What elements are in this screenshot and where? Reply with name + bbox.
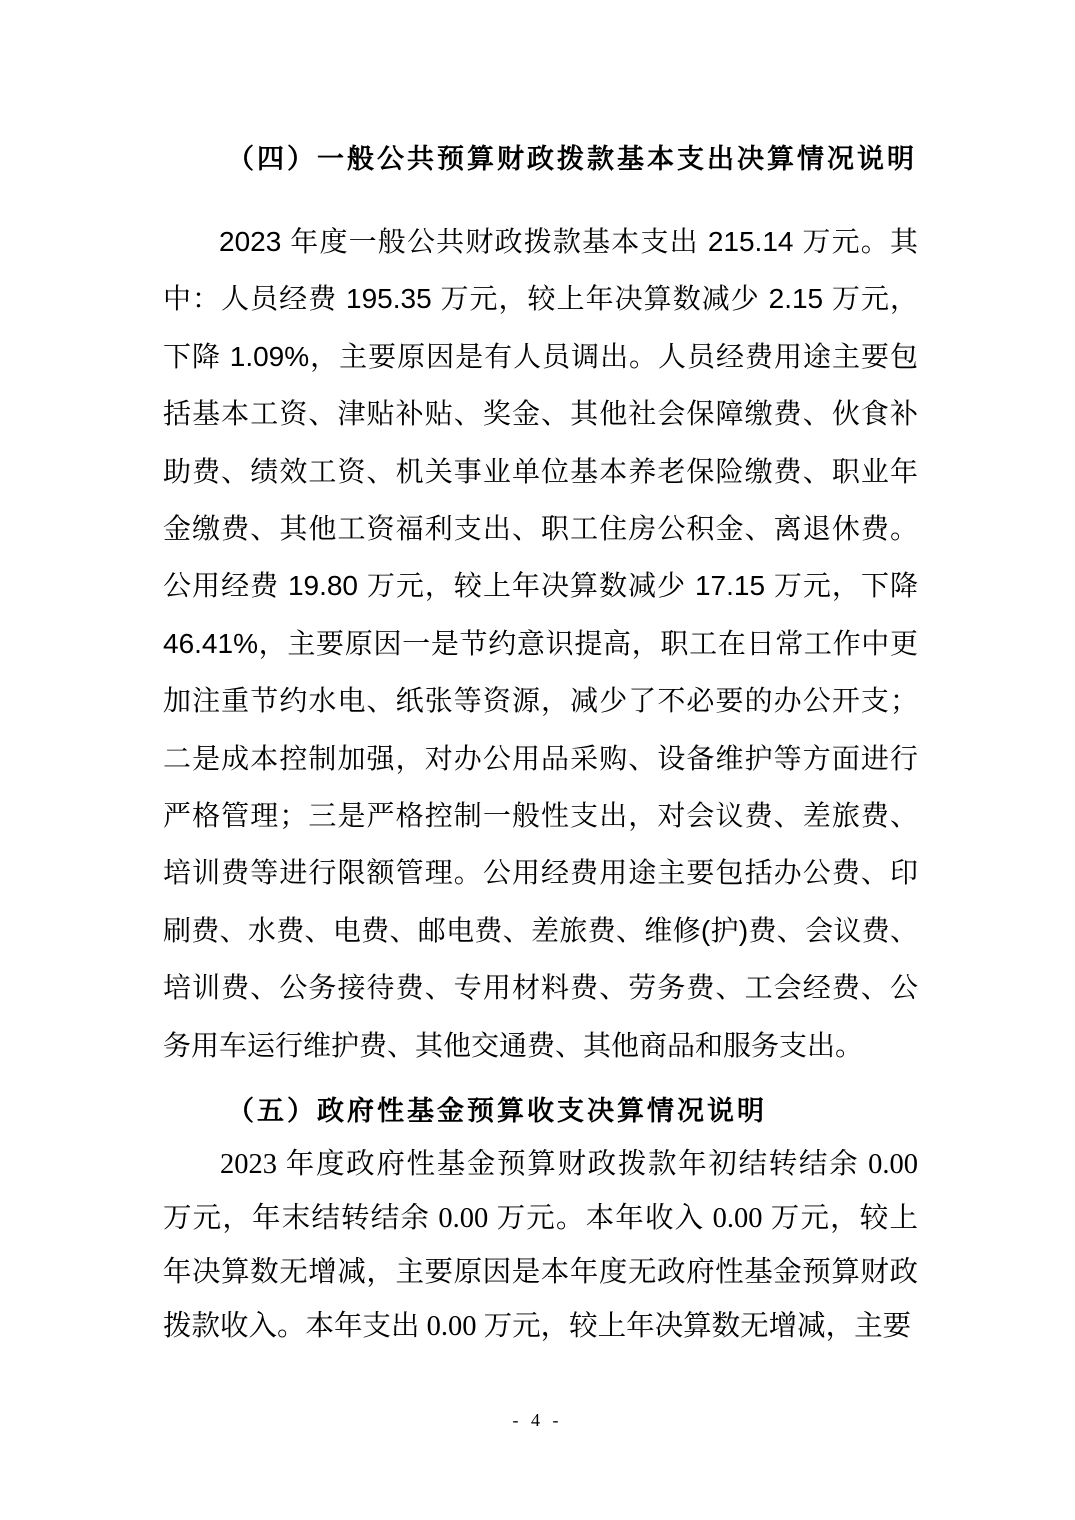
section-4-body: 2023 年度一般公共财政拨款基本支出 215.14 万元。其中：人员经费 195.35 万元，较上年决算数减少 2.15 万元，下降 1.09%，主要原因是有人员调出。人员经费用途主要包括基本工资、津贴补贴、奖金、其他社会保障缴费、伙食补助费、绩效工资、机关事业单位基本养老保险缴费、职业年金缴费、其他工资福利支出、职工住房公积金、离退休费。公用经费 19.80 万元，较上年决算数减少 17.15 万元，下降 46.41%，主要原因一是节约意识提高，职工在日常工作中更加注重节约水电、纸张等资源，减少了不必要的办公开支；二是成本控制加强，对办公用品采购、设备维护等方面进行严格管理；三是严格控制一般性支出，对会议费、差旅费、培训费等进行限额管理。公用经费用途主要包括办公费、印刷费、水费、电费、邮电费、差旅费、维修(护)费、会议费、培训费、公务接待费、专用材料费、劳务费、工会经费、公务用车运行维护费、其他交通费、其他商品和服务支出。 — [163, 226, 918, 1061]
section-4-heading: （四）一般公共预算财政拨款基本支出决算情况说明 — [227, 144, 917, 175]
section-5-body: 2023 年度政府性基金预算财政拨款年初结转结余 0.00 万元，年末结转结余 0.00 万元。本年收入 0.00 万元，较上年决算数无增减，主要原因是本年度无政府性基金预算财政拨款收入。本年支出 0.00 万元，较上年决算数无增减，主要 — [163, 1149, 918, 1342]
page-number: - 4 - — [512, 1410, 563, 1430]
section-5-heading: （五）政府性基金预算收支决算情况说明 — [227, 1096, 767, 1127]
